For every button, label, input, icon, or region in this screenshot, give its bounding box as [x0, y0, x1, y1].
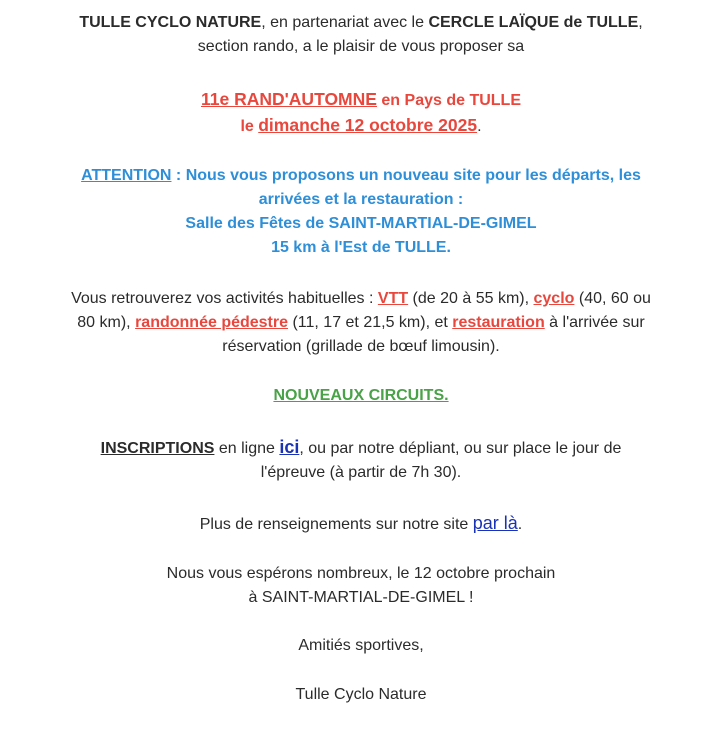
activities-section: [0, 287, 722, 359]
inscriptions-text-1: en ligne: [214, 440, 280, 457]
attention-distance: 15 km à l'Est de TULLE.: [271, 239, 451, 256]
attention-line-1: [0, 164, 722, 188]
closing-section: [0, 562, 722, 610]
intro-line-1: [0, 11, 722, 35]
inscriptions-line-2: l'épreuve (à partir de 7h 30).: [260, 464, 462, 481]
attention-section: [0, 164, 722, 260]
event-location: en Pays de TULLE: [376, 92, 521, 109]
activity-cyclo-detail-2: 80 km),: [77, 314, 136, 331]
event-line-1: [0, 87, 722, 113]
org-name: TULLE CYCLO NATURE: [79, 14, 262, 31]
signature-section: [0, 683, 722, 707]
closing-line-1: Nous vous espérons nombreux, le 12 octobre prochain: [166, 565, 556, 582]
activities-intro: Vous retrouverez vos activités habituelles :: [71, 290, 378, 307]
activity-resto-detail-1: à l'arrivée sur: [544, 314, 645, 331]
info-text: Plus de renseignements sur notre site: [199, 516, 473, 533]
greeting-section: [0, 634, 722, 658]
activity-cyclo-detail-1: (40, 60 ou: [574, 290, 651, 307]
activities-line-1: [0, 287, 722, 311]
activity-vtt: VTT: [377, 290, 409, 307]
event-name: 11e RAND'AUTOMNE: [200, 89, 377, 109]
inscriptions-text-2: , ou par notre dépliant, ou sur place le jour de: [299, 440, 622, 457]
inscriptions-line-1: [0, 435, 722, 461]
activities-line-2: [0, 311, 722, 335]
circuits-line: [0, 384, 722, 408]
inscriptions-link[interactable]: ici: [279, 437, 300, 457]
intro-text-1: , en partenariat avec le: [261, 14, 429, 31]
activity-cyclo: cyclo: [533, 290, 575, 307]
circuits-section: [0, 384, 722, 408]
activity-rando: randonnée pédestre: [135, 314, 289, 331]
event-line-2: [0, 113, 722, 139]
attention-line-2: arrivées et la restauration :: [258, 191, 464, 208]
activity-restauration: restauration: [452, 314, 545, 331]
event-date: dimanche 12 octobre 2025: [258, 115, 478, 135]
event-date-prefix: le: [240, 118, 259, 135]
inscriptions-label: INSCRIPTIONS: [100, 440, 215, 457]
intro-section: [0, 11, 722, 59]
attention-label: ATTENTION: [81, 167, 172, 184]
info-line: [0, 511, 722, 537]
activities-line-3: réservation (grillade de bœuf limousin).: [222, 338, 500, 355]
intro-text-2: ,: [638, 14, 643, 31]
greeting: Amitiés sportives,: [298, 637, 424, 654]
partner-name: CERCLE LAÏQUE de TULLE: [428, 14, 639, 31]
circuits-label: NOUVEAUX CIRCUITS.: [273, 387, 449, 404]
attention-venue: Salle des Fêtes de SAINT-MARTIAL-DE-GIMEL: [185, 215, 537, 232]
info-suffix: .: [517, 516, 523, 533]
inscriptions-section: [0, 435, 722, 485]
info-link[interactable]: par là: [472, 513, 518, 533]
activity-rando-detail: (11, 17 et 21,5 km), et: [288, 314, 453, 331]
signature: Tulle Cyclo Nature: [295, 686, 427, 703]
intro-line-2: section rando, a le plaisir de vous proposer sa: [197, 38, 525, 55]
event-section: [0, 87, 722, 139]
info-section: [0, 511, 722, 537]
activity-vtt-detail: (de 20 à 55 km),: [408, 290, 534, 307]
closing-line-2: à SAINT-MARTIAL-DE-GIMEL !: [248, 589, 474, 606]
attention-text-1: : Nous vous proposons un nouveau site pour les départs, les: [171, 167, 641, 184]
event-date-suffix: .: [477, 118, 482, 135]
